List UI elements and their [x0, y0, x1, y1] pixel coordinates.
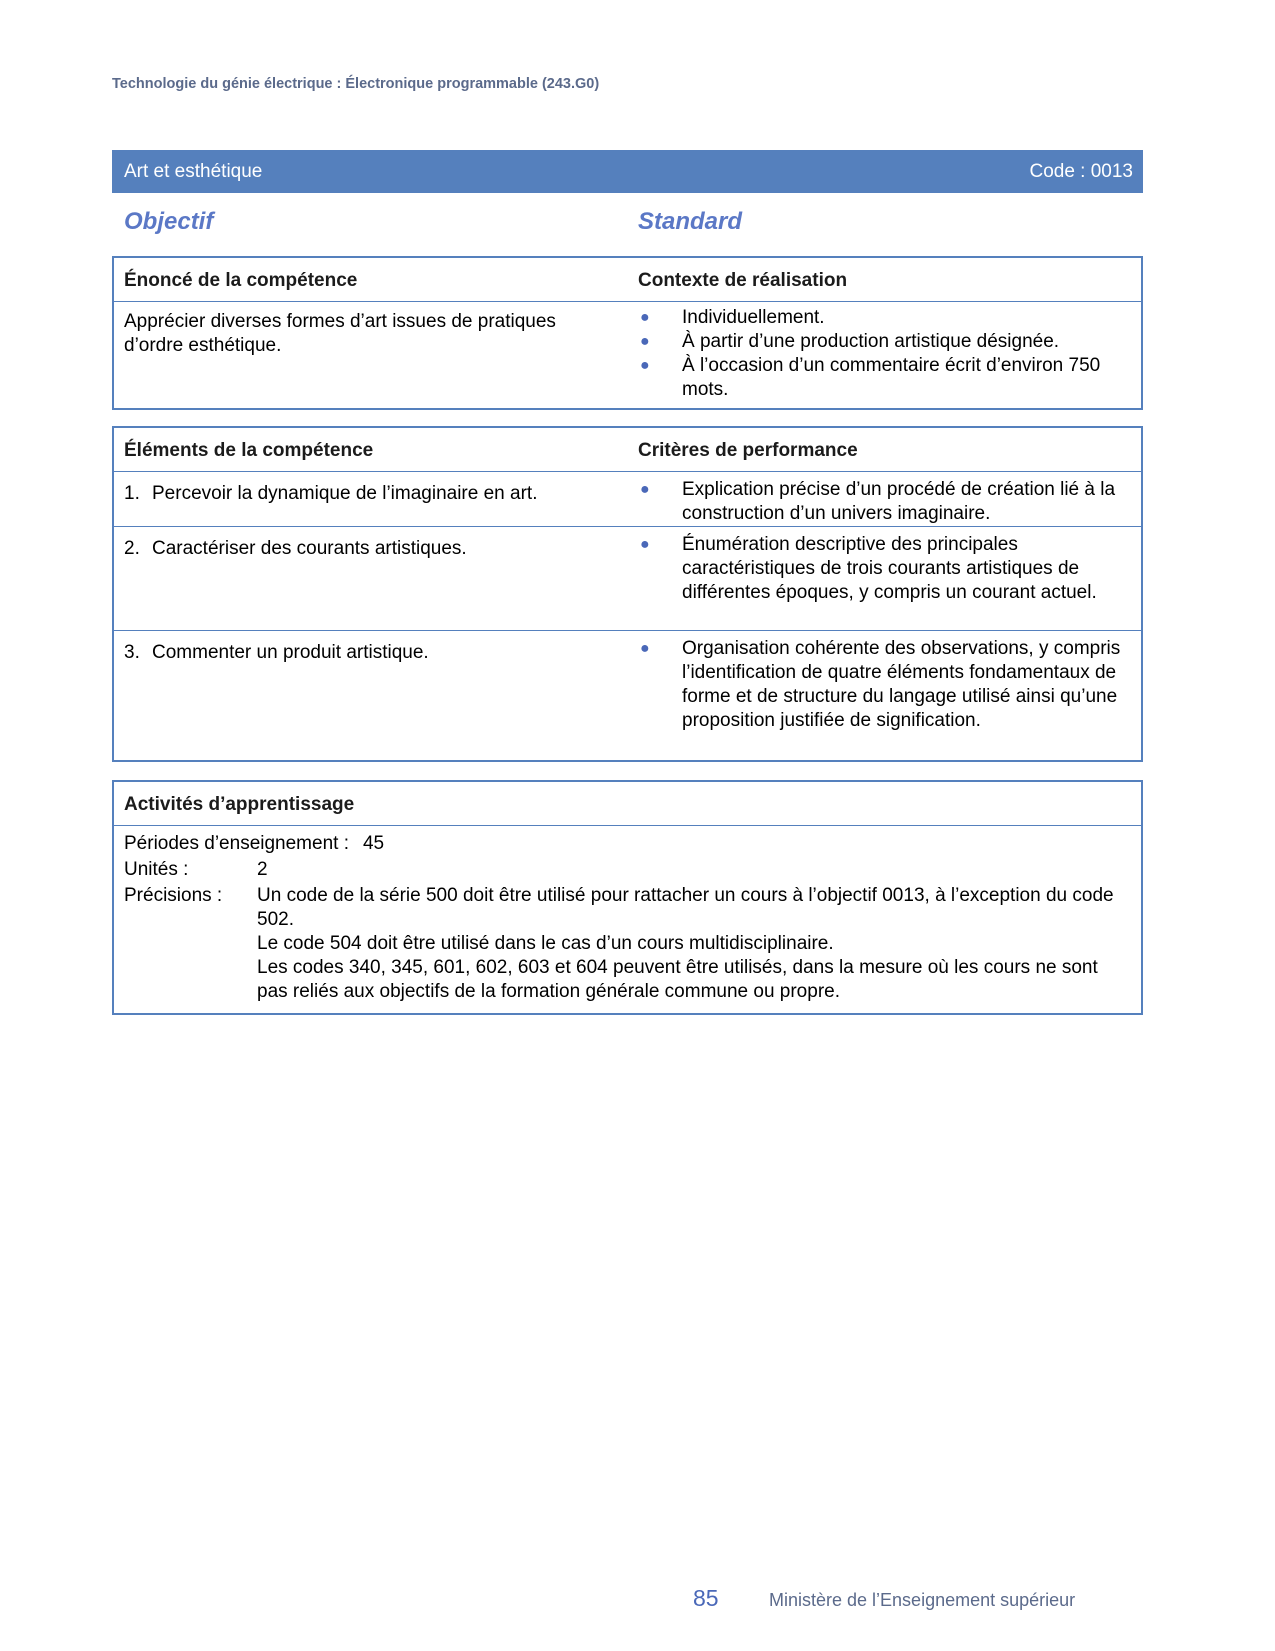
context-item: ● Individuellement. [640, 307, 825, 328]
standard-heading: Standard [638, 208, 743, 235]
learning-box-header [114, 782, 1141, 826]
element-row-2 [114, 527, 1141, 631]
context-item: ● À l’occasion d’un commentaire écrit d’environ 750 mots. [640, 355, 1101, 400]
elements-box [112, 426, 1143, 762]
page-footer [693, 1585, 1075, 1612]
precision-item: Le code 504 doit être utilisé dans le cas d’un cours multidisciplinaire. [257, 933, 834, 954]
bullet-icon: ● [640, 536, 650, 553]
units-line [124, 858, 1141, 882]
competence-box-header [114, 258, 1141, 302]
element-row-3 [114, 631, 1141, 760]
criteria-item: ● Explication précise d’un procédé de création lié à la construction d’un univers imaginaire. [640, 479, 1116, 524]
competence-row [114, 302, 1141, 408]
units-value: 2 [257, 859, 268, 880]
periods-line [124, 832, 1141, 856]
precisions-label: Précisions : [124, 885, 223, 906]
precisions-line [124, 884, 1141, 1004]
element-row-1 [114, 472, 1141, 527]
context-item: ● À partir d’une production artistique désignée. [640, 331, 1060, 352]
learning-box [112, 780, 1143, 1015]
objective-heading: Objectif [124, 208, 214, 235]
precision-item: Un code de la série 500 doit être utilisé pour rattacher un cours à l’objectif 0013, à l’exception du code 502. [257, 885, 1114, 930]
competence-box [112, 256, 1143, 410]
element-text: 1. Percevoir la dynamique de l’imaginaire en art. [124, 483, 538, 504]
bullet-icon: ● [640, 481, 650, 498]
criteria-item: ● Organisation cohérente des observations, y compris l’identification de quatre éléments fondamentaux de forme et de structure du langage utilisé ainsi qu’une proposition justifiée de signification. [640, 638, 1121, 731]
ministry-name: Ministère de l’Enseignement supérieur [769, 1590, 1076, 1610]
precision-item: Les codes 340, 345, 601, 602, 603 et 604 peuvent être utilisés, dans la mesure où les cours ne sont pas reliés aux objectifs de la formation générale commune ou propre. [257, 957, 1098, 1002]
element-text: 3. Commenter un produit artistique. [124, 642, 429, 663]
elements-heading: Éléments de la compétence [124, 440, 374, 461]
course-title: Art et esthétique [124, 160, 263, 182]
learning-body [114, 826, 1141, 1004]
criteria-item: ● Énumération descriptive des principales caractéristiques de trois courants artistiques de différentes époques, y compris un courant actuel. [640, 534, 1097, 603]
criteria-list [638, 533, 1123, 605]
element-number: 3. [124, 642, 140, 663]
bullet-icon: ● [640, 333, 650, 350]
context-list [638, 306, 1123, 402]
element-number: 2. [124, 538, 140, 559]
elements-box-header [114, 428, 1141, 472]
learning-heading: Activités d’apprentissage [124, 794, 355, 815]
units-label: Unités : [124, 859, 189, 880]
periods-label: Périodes d’enseignement : [124, 833, 349, 854]
running-head: Technologie du génie électrique : Électronique programmable (243.G0) [112, 76, 600, 92]
element-text: 2. Caractériser des courants artistiques. [124, 538, 467, 559]
element-number: 1. [124, 483, 140, 504]
competence-statement: Apprécier diverses formes d’art issues de pratiques d’ordre esthétique. [124, 311, 556, 356]
statement-heading: Énoncé de la compétence [124, 270, 358, 291]
precisions-list [257, 884, 1141, 1004]
periods-value: 45 [362, 833, 385, 854]
title-bar [112, 150, 1143, 193]
bullet-icon: ● [640, 640, 650, 657]
criteria-list [638, 478, 1123, 526]
column-headers [124, 208, 1134, 238]
bullet-icon: ● [640, 309, 650, 326]
course-code: Code : 0013 [1029, 160, 1133, 182]
bullet-icon: ● [640, 357, 650, 374]
criteria-heading: Critères de performance [638, 440, 858, 461]
page-number: 85 [693, 1585, 719, 1611]
context-heading: Contexte de réalisation [638, 270, 848, 291]
criteria-list [638, 637, 1123, 733]
